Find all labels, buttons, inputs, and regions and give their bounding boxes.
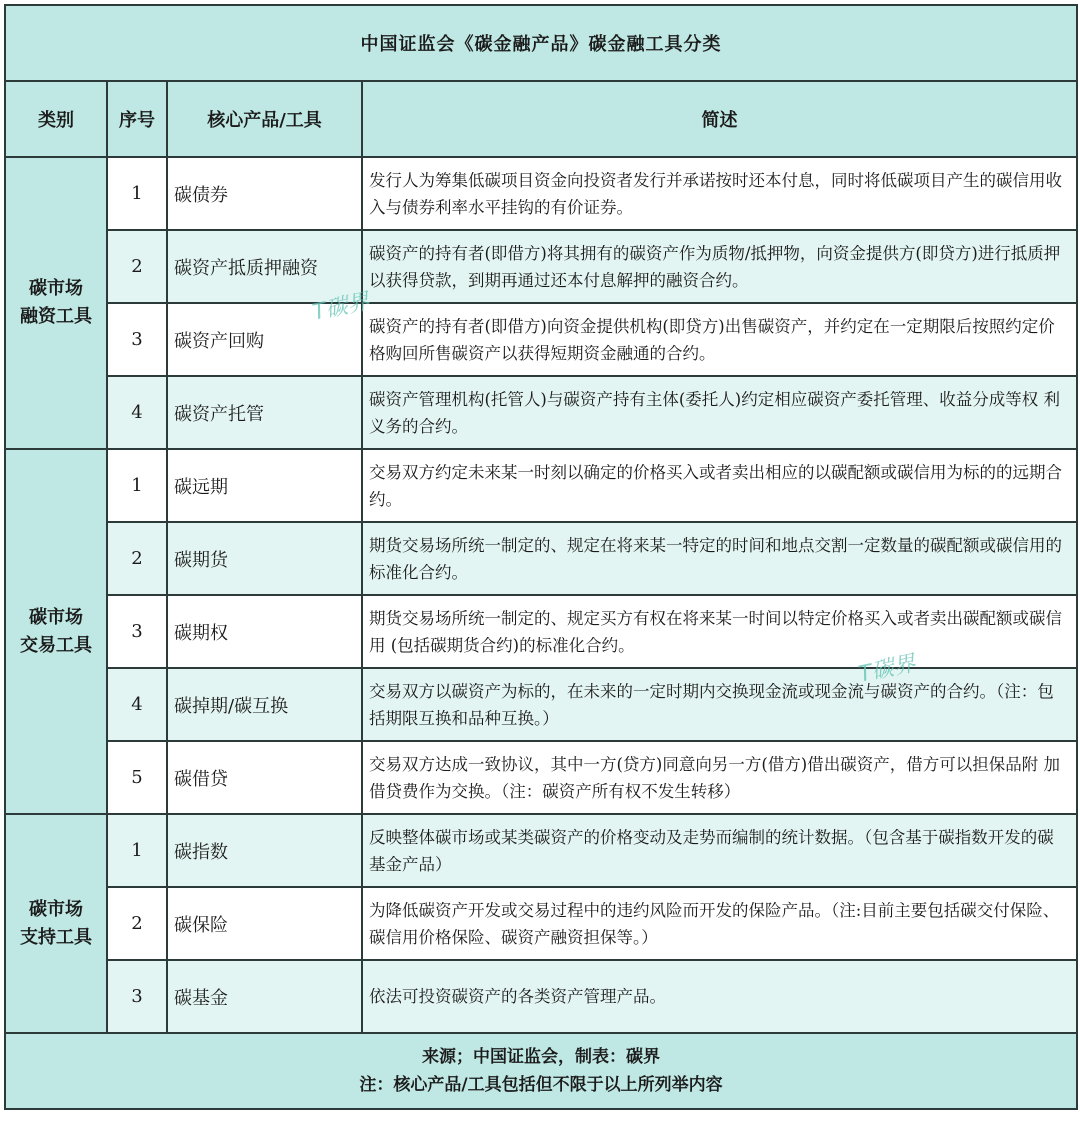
row-number: 3 — [107, 595, 167, 668]
watermark-logo: T碳界 — [856, 651, 918, 688]
row-number: 4 — [107, 668, 167, 741]
row-number: 5 — [107, 741, 167, 814]
row-number: 2 — [107, 230, 167, 303]
header-number: 序号 — [107, 81, 167, 157]
table-row — [5, 887, 1077, 960]
table-row — [5, 960, 1077, 1033]
table-row — [5, 303, 1077, 376]
product-description: 依法可投资碳资产的各类资产管理产品。 — [362, 960, 1077, 1033]
product-name: 碳债券 — [167, 157, 362, 230]
product-description: 交易双方以碳资产为标的，在未来的一定时期内交换现金流或现金流与碳资产的合约。（注：包括期限互换和品种互换。） — [362, 668, 1077, 741]
table-row — [5, 230, 1077, 303]
table-row — [5, 595, 1077, 668]
row-number: 3 — [107, 960, 167, 1033]
product-description: 期货交易场所统一制定的、规定买方有权在将来某一时间以特定价格买入或者卖出碳配额或碳信用 (包括碳期货合约)的标准化合约。 — [362, 595, 1077, 668]
product-name: 碳保险 — [167, 887, 362, 960]
footer-source: 来源；中国证监会，制表：碳界 — [422, 1047, 660, 1067]
product-name: 碳期货 — [167, 522, 362, 595]
row-number: 2 — [107, 887, 167, 960]
product-description: 碳资产的持有者(即借方)将其拥有的碳资产作为质物/抵押物，向资金提供方(即贷方)进行抵质押以获得贷款，到期再通过还本付息解押的融资合约。 — [362, 230, 1077, 303]
header-description: 简述 — [362, 81, 1077, 157]
table-row — [5, 741, 1077, 814]
row-number: 2 — [107, 522, 167, 595]
row-number: 4 — [107, 376, 167, 449]
category-cell: 碳市场 融资工具 — [5, 157, 107, 449]
product-name: 碳远期 — [167, 449, 362, 522]
row-number: 3 — [107, 303, 167, 376]
header-product: 核心产品/工具 — [167, 81, 362, 157]
product-name: 碳掉期/碳互换 — [167, 668, 362, 741]
table-title: 中国证监会《碳金融产品》碳金融工具分类 — [5, 5, 1077, 81]
table-row — [5, 157, 1077, 230]
table-footer — [5, 1033, 1077, 1109]
category-cell: 碳市场 支持工具 — [5, 814, 107, 1033]
watermark-logo: T碳界 — [310, 289, 372, 326]
product-description: 交易双方达成一致协议，其中一方(贷方)同意向另一方(借方)借出碳资产，借方可以担保品附 加借贷费作为交换。（注：碳资产所有权不发生转移） — [362, 741, 1077, 814]
product-name: 碳指数 — [167, 814, 362, 887]
product-description: 碳资产的持有者(即借方)向资金提供机构(即贷方)出售碳资产，并约定在一定期限后按照约定价格购回所售碳资产以获得短期资金融通的合约。 — [362, 303, 1077, 376]
row-number: 1 — [107, 157, 167, 230]
product-description: 反映整体碳市场或某类碳资产的价格变动及走势而编制的统计数据。（包含基于碳指数开发的碳基金产品） — [362, 814, 1077, 887]
product-description: 为降低碳资产开发或交易过程中的违约风险而开发的保险产品。（注:目前主要包括碳交付保险、碳信用价格保险、碳资产融资担保等。） — [362, 887, 1077, 960]
carbon-finance-table — [4, 4, 1078, 1110]
table-row — [5, 449, 1077, 522]
product-name: 碳基金 — [167, 960, 362, 1033]
product-name: 碳资产抵质押融资 — [167, 230, 362, 303]
header-category: 类别 — [5, 81, 107, 157]
product-name: 碳借贷 — [167, 741, 362, 814]
table-row — [5, 376, 1077, 449]
table-body — [5, 157, 1077, 1033]
table-row — [5, 522, 1077, 595]
product-name: 碳期权 — [167, 595, 362, 668]
category-cell: 碳市场 交易工具 — [5, 449, 107, 814]
table-row — [5, 814, 1077, 887]
product-description: 期货交易场所统一制定的、规定在将来某一特定的时间和地点交割一定数量的碳配额或碳信用的标准化合约。 — [362, 522, 1077, 595]
row-number: 1 — [107, 814, 167, 887]
product-description: 交易双方约定未来某一时刻以确定的价格买入或者卖出相应的以碳配额或碳信用为标的的远期合约。 — [362, 449, 1077, 522]
row-number: 1 — [107, 449, 167, 522]
product-description: 碳资产管理机构(托管人)与碳资产持有主体(委托人)约定相应碳资产委托管理、收益分成等权 利义务的合约。 — [362, 376, 1077, 449]
product-name: 碳资产回购 — [167, 303, 362, 376]
table-row — [5, 668, 1077, 741]
footer-note: 注：核心产品/工具包括但不限于以上所列举内容 — [359, 1075, 723, 1095]
product-name: 碳资产托管 — [167, 376, 362, 449]
product-description: 发行人为筹集低碳项目资金向投资者发行并承诺按时还本付息，同时将低碳项目产生的碳信用收入与债券利率水平挂钩的有价证券。 — [362, 157, 1077, 230]
